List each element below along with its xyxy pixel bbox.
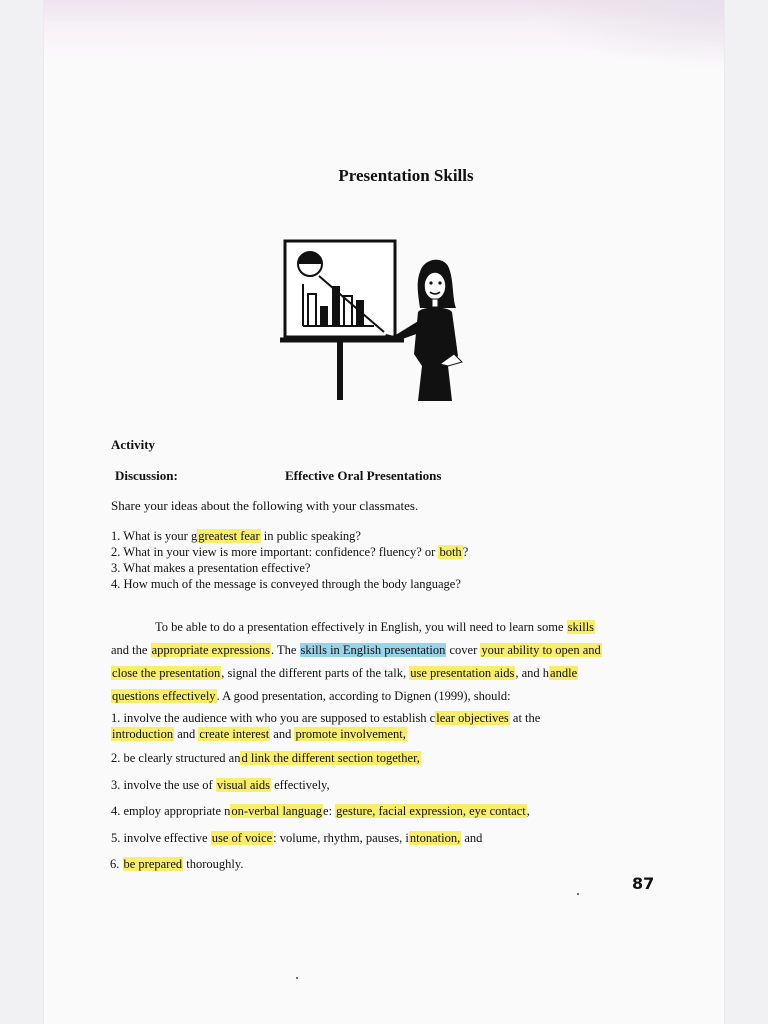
page-number: 87 — [632, 874, 655, 893]
point-5: 5. involve effective use of voice: volume, rhythm, pauses, intonation, and — [111, 831, 483, 845]
activity-heading: Activity — [111, 437, 156, 452]
question-3: 3. What makes a presentation effective? — [111, 561, 311, 575]
discussion-label: Discussion: — [115, 468, 178, 483]
question-1: 1. What is your ggreatest fear in public speaking? — [111, 529, 361, 543]
presenter-illustration — [234, 236, 464, 406]
point-2: 2. be clearly structured and link the different section together, — [111, 751, 420, 765]
point-4: 4. employ appropriate non-verbal language: gesture, facial expression, eye contact, — [111, 804, 530, 818]
document-page — [44, 0, 724, 1024]
paragraph-line-2: and the appropriate expressions. The skills in English presentation cover your ability to open and — [111, 643, 601, 657]
question-2: 2. What in your view is more important: confidence? fluency? or both? — [111, 545, 469, 559]
paragraph-line-4: questions effectively. A good presentation, according to Dignen (1999), should: — [112, 689, 511, 703]
scan-tint — [524, 0, 724, 70]
point-3: 3. involve the use of visual aids effectively, — [111, 778, 330, 792]
page-title: Presentation Skills — [338, 166, 474, 185]
point-1-line-2: introduction and create interest and promote involvement, — [112, 727, 406, 741]
question-4: 4. How much of the message is conveyed through the body language? — [111, 577, 461, 591]
scan-speck — [577, 893, 579, 895]
paragraph-line-3: close the presentation, signal the different parts of the talk, use presentation aids, and handle — [112, 666, 578, 680]
discussion-topic: Effective Oral Presentations — [285, 468, 442, 483]
intro-text: Share your ideas about the following with your classmates. — [111, 498, 419, 513]
point-6: 6. be prepared thoroughly. — [110, 857, 244, 871]
paragraph-line-1: To be able to do a presentation effectively in English, you will need to learn some skills — [155, 620, 595, 634]
scan-speck — [296, 977, 298, 979]
point-1-line-1: 1. involve the audience with who you are supposed to establish clear objectives at the — [111, 711, 541, 725]
